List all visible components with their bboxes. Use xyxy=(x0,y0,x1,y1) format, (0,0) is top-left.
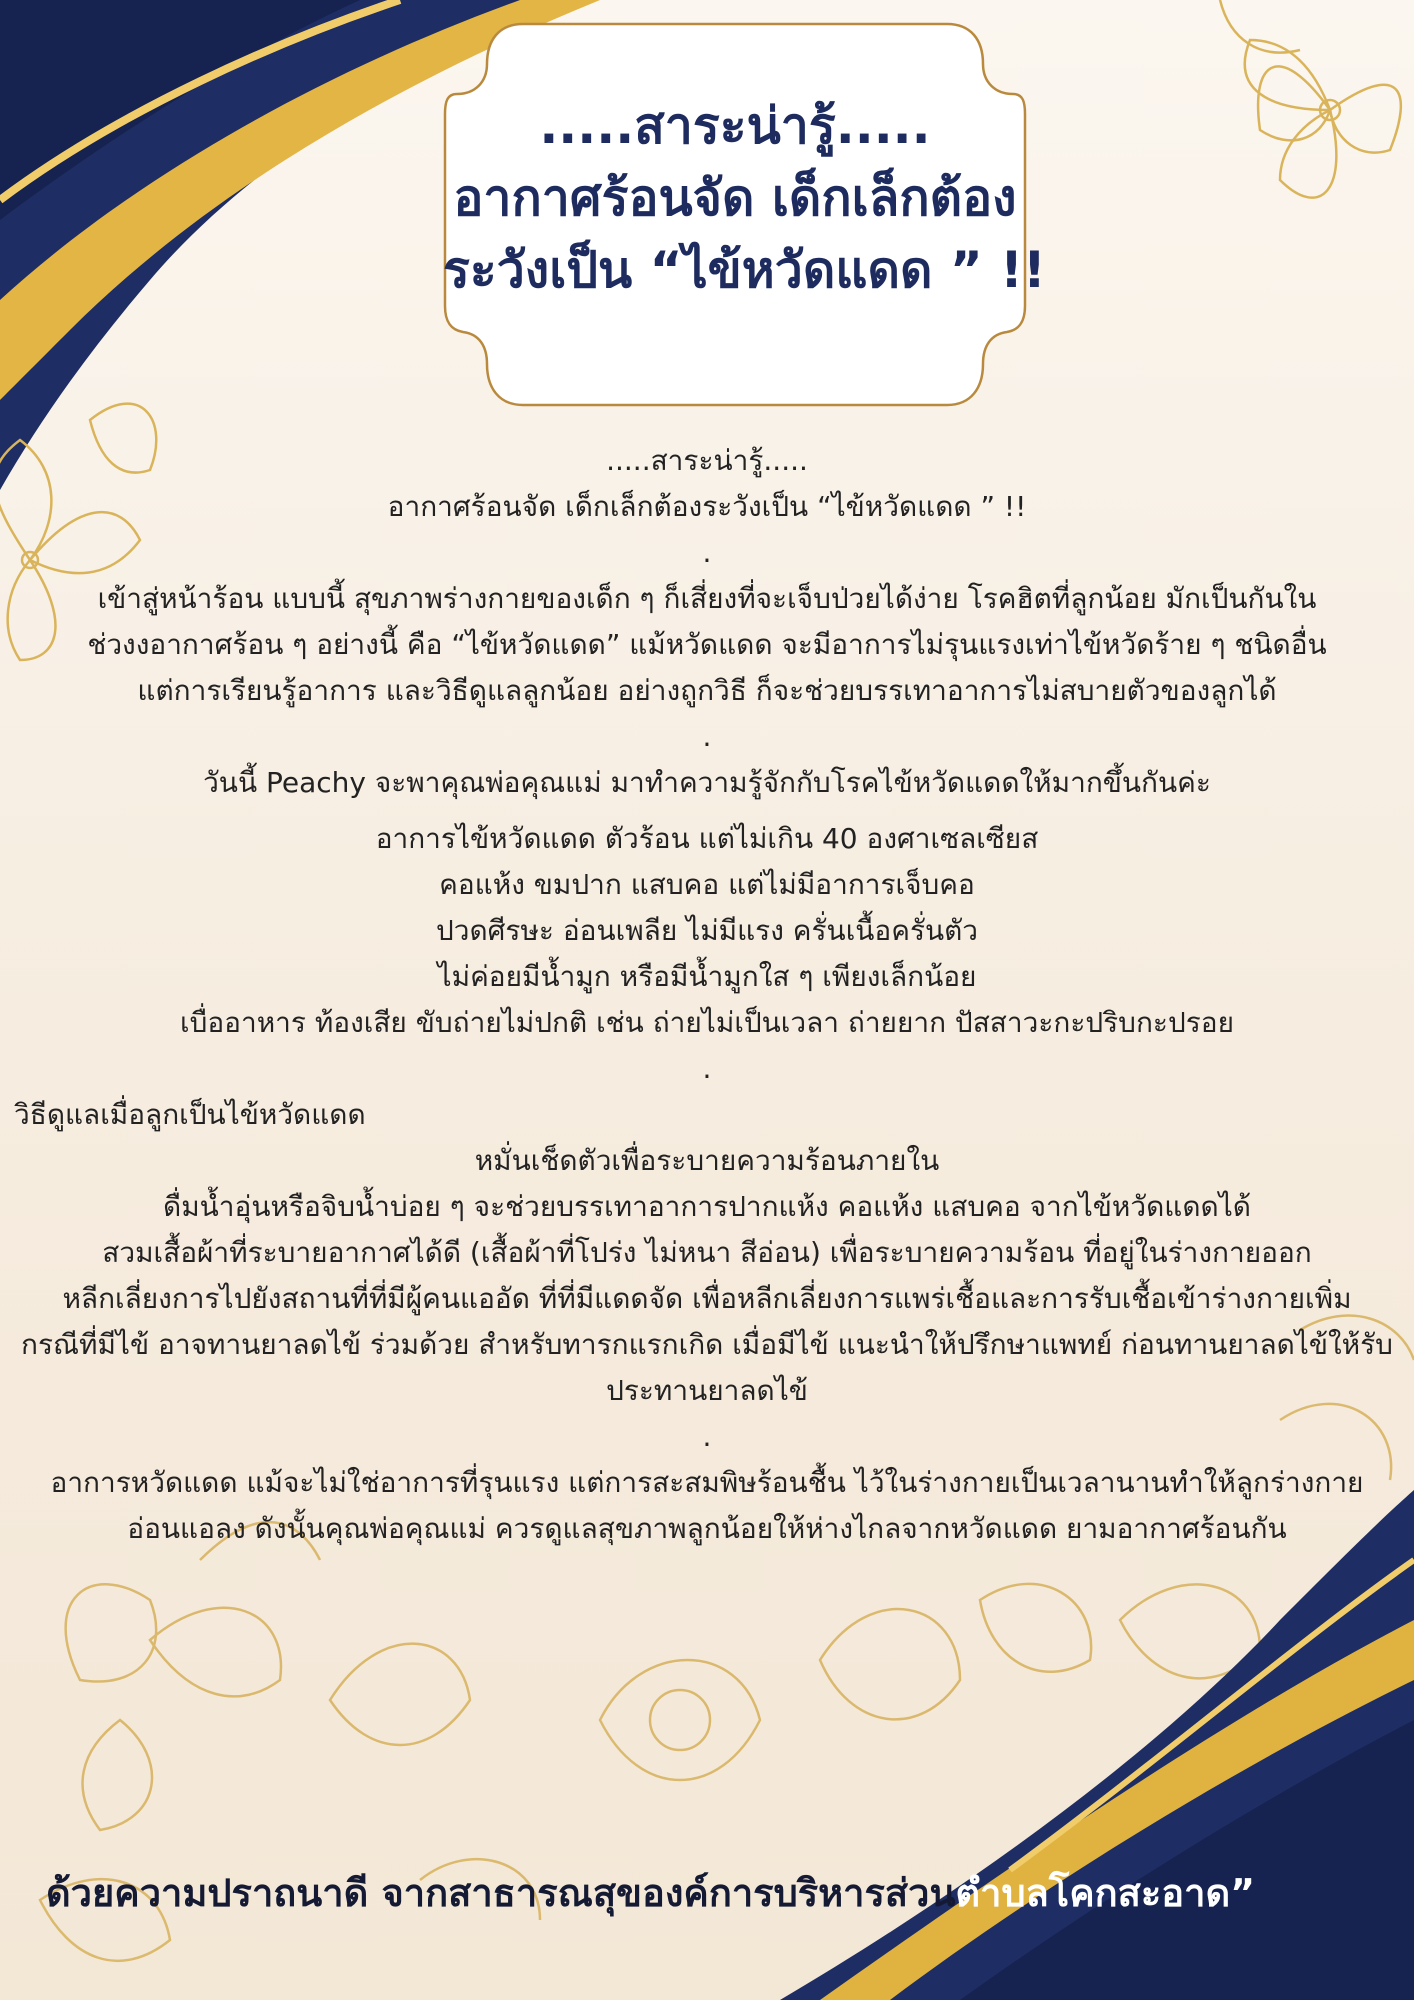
care-item: กรณีที่มีไข้ อาจทานยาลดไข้ ร่วมด้วย สำหรับทารกแรกเกิด เมื่อมีไข้ แนะนำให้ปรึกษาแพทย์ ก่อนทานยาลดไข้ให้รับ xyxy=(21,1328,1393,1361)
care-item: ประทานยาลดไข้ xyxy=(606,1374,808,1407)
intro-line: แต่การเรียนรู้อาการ และวิธีดูแลลูกน้อย อย่างถูกวิธี ก็จะช่วยบรรเทาอาการไม่สบายตัวของลูกได้ xyxy=(137,674,1277,707)
footer-text-light: ตำบลโคกสะอาด” xyxy=(955,1871,1256,1915)
care-item: ดื่มน้ำอุ่นหรือจิบน้ำบ่อย ๆ จะช่วยบรรเทาอาการปากแห้ง คอแห้ง แสบคอ จากไข้หวัดแดดได้ xyxy=(163,1190,1251,1223)
footer-text-dark: ด้วยความปราถนาดี จากสาธารณสุของค์การบริหารส่วน xyxy=(46,1871,956,1915)
care-heading: วิธีดูแลเมื่อลูกเป็นไข้หวัดแดด xyxy=(14,1098,366,1131)
closing-line: อาการหวัดแดด แม้จะไม่ใช่อาการที่รุนแรง แต่การสะสมพิษร้อนชื้น ไว้ในร่างกายเป็นเวลานานทำให้ลูกร่างกาย xyxy=(50,1466,1364,1499)
separator-dot: . xyxy=(702,1420,712,1453)
body-heading-2: อากาศร้อนจัด เด็กเล็กต้องระวังเป็น “ไข้หวัดแดด ” !! xyxy=(387,490,1027,523)
intro-line: เข้าสู่หน้าร้อน แบบนี้ สุขภาพร่างกายของเด็ก ๆ ก็เสี่ยงที่จะเจ็บป่วยได้ง่าย โรคฮิตที่ลูกน้อย มักเป็นกันใน xyxy=(97,582,1317,615)
symptom-item: คอแห้ง ขมปาก แสบคอ แต่ไม่มีอาการเจ็บคอ xyxy=(439,868,975,901)
title-line-3: ระวังเป็น “ไข้หวัดแดด ” !! xyxy=(443,241,1046,299)
symptom-item: อาการไข้หวัดแดด ตัวร้อน แต่ไม่เกิน 40 องศาเซลเซียส xyxy=(375,822,1039,855)
separator-dot: . xyxy=(702,1052,712,1085)
article-body xyxy=(10,438,1404,1552)
page-title xyxy=(443,90,1046,306)
flower-top-right xyxy=(1220,0,1401,198)
title-line-2: อากาศร้อนจัด เด็กเล็กต้อง xyxy=(453,169,1017,227)
symptom-item: ไม่ค่อยมีน้ำมูก หรือมีน้ำมูกใส ๆ เพียงเล็กน้อย xyxy=(437,960,977,993)
care-item: หลีกเลี่ยงการไปยังสถานที่ที่มีผู้คนแออัด ที่ที่มีแดดจัด เพื่อหลีกเลี่ยงการแพร่เชื้อและการรับเชื้อเข้าร่างกายเพิ่ม xyxy=(62,1282,1352,1315)
separator-dot: . xyxy=(702,536,712,569)
intro-line: ช่วงงอากาศร้อน ๆ อย่างนี้ คือ “ไข้หวัดแดด” แม้หวัดแดด จะมีอาการไม่รุนแรงเท่าไข้หวัดร้าย ๆ ชนิดอื่น xyxy=(87,628,1327,661)
closing-line: อ่อนแอลง ดังนั้นคุณพ่อคุณแม่ ควรดูแลสุขภาพลูกน้อยให้ห่างไกลจากหวัดแดด ยามอากาศร้อนกัน xyxy=(127,1512,1287,1545)
footer-credit xyxy=(46,1862,1255,1923)
title-line-1: .....สาระน่ารู้..... xyxy=(539,97,931,155)
peachy-intro: วันนี้ Peachy จะพาคุณพ่อคุณแม่ มาทำความรู้จักกับโรคไข้หวัดแดดให้มากขึ้นกันค่ะ xyxy=(203,766,1211,799)
care-item: หมั่นเช็ดตัวเพื่อระบายความร้อนภายใน xyxy=(474,1144,940,1177)
care-item: สวมเสื้อผ้าที่ระบายอากาศได้ดี (เสื้อผ้าที่โปร่ง ไม่หนา สีอ่อน) เพื่อระบายความร้อน ที่อยู่ในร่างกายออก xyxy=(102,1236,1312,1269)
body-heading-1: .....สาระน่ารู้..... xyxy=(606,444,808,477)
symptom-item: ปวดศีรษะ อ่อนเพลีย ไม่มีแรง ครั่นเนื้อครั่นตัว xyxy=(435,914,979,947)
symptom-item: เบื่ออาหาร ท้องเสีย ขับถ่ายไม่ปกติ เช่น ถ่ายไม่เป็นเวลา ถ่ายยาก ปัสสาวะกะปริบกะปรอย xyxy=(180,1006,1234,1039)
separator-dot: . xyxy=(702,720,712,753)
